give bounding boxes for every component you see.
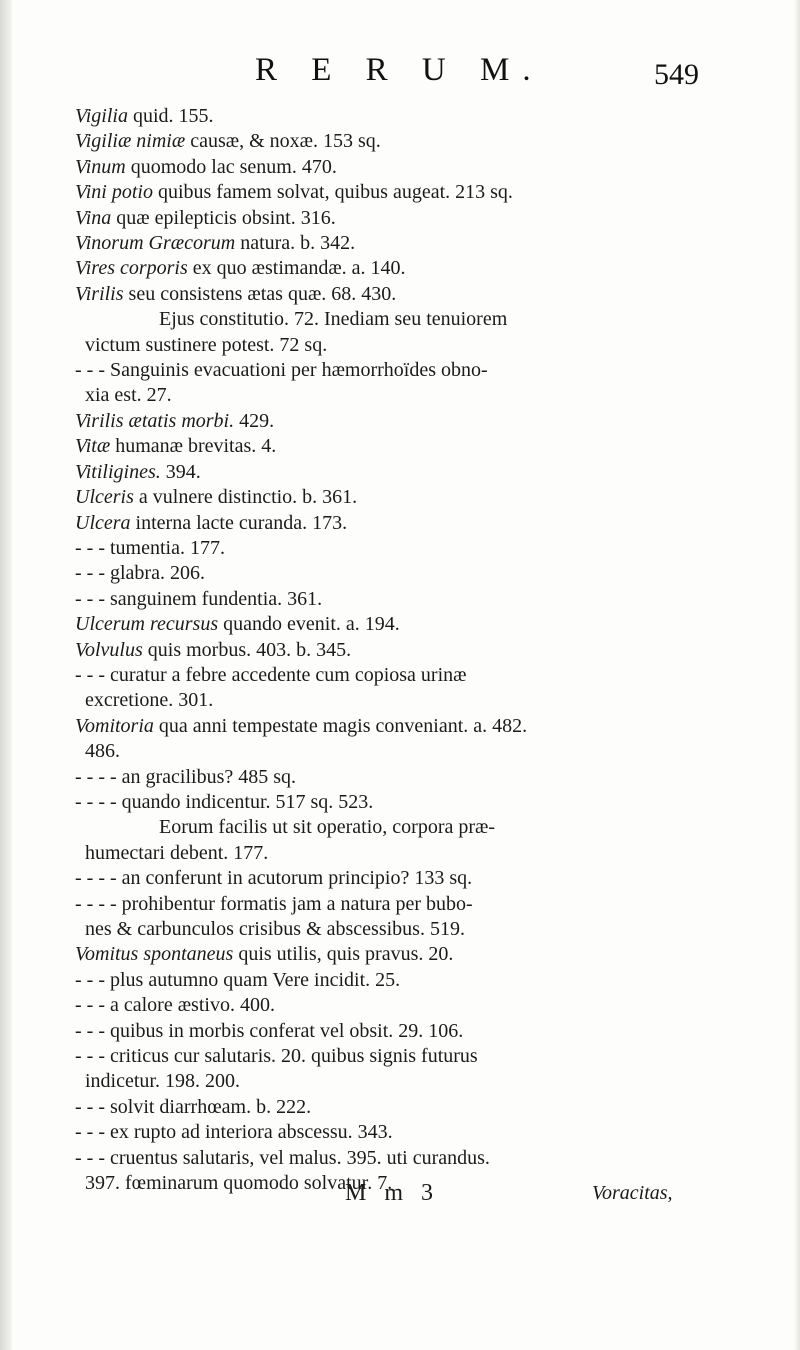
index-entry	[75, 485, 710, 510]
entry-text: quid. 155.	[127, 105, 214, 127]
index-entry	[75, 942, 710, 967]
index-entry	[75, 663, 710, 688]
page-edge	[794, 0, 800, 1350]
index-entry	[75, 587, 710, 612]
entry-headword: Vires corporis	[75, 257, 188, 280]
index-entry	[75, 790, 710, 815]
entry-text: nes & carbunculos crisibus & abscessibus. 519.	[85, 918, 465, 940]
index-entry	[75, 561, 710, 586]
entry-text: - - - a calore æstivo. 400.	[75, 994, 275, 1017]
entry-text: quibus famem solvat, quibus augeat. 213 sq.	[152, 181, 513, 204]
index-entry	[75, 1146, 710, 1171]
entry-headword: Virilis	[75, 282, 124, 305]
index-entry	[75, 206, 710, 231]
entry-headword: Vini potio	[75, 181, 153, 204]
entry-text: - - - sanguinem fundentia. 361.	[75, 587, 323, 610]
page-number: 549	[654, 58, 699, 91]
entry-text: qua anni tempestate magis conveniant. a. 482.	[153, 714, 528, 737]
index-entry	[75, 739, 710, 764]
index-entry	[75, 180, 710, 205]
index-entry	[75, 612, 710, 637]
entry-text: indicetur. 198. 200.	[85, 1070, 240, 1093]
entry-text: - - - - an conferunt in acutorum principio? 133 sq.	[75, 867, 473, 890]
index-entry	[75, 1120, 710, 1145]
index-entry	[75, 333, 710, 358]
catchword: Voracitas,	[592, 1182, 673, 1204]
running-title: R E R U M.	[255, 52, 544, 88]
index-entry	[75, 460, 710, 485]
index-entry	[75, 358, 710, 383]
entry-text: - - - curatur a febre accedente cum copiosa urinæ	[75, 663, 467, 686]
index-entry	[75, 383, 710, 408]
index-entry	[75, 1069, 710, 1094]
entry-text: seu consistens ætas quæ. 68. 430.	[123, 282, 397, 305]
index-entry	[75, 1044, 710, 1069]
entry-text: - - - solvit diarrhœam. b. 222.	[75, 1095, 312, 1118]
index-entry	[75, 968, 710, 993]
index-entry	[75, 841, 710, 866]
index-entry	[75, 282, 710, 307]
entry-text: interna lacte curanda. 173.	[130, 511, 348, 534]
index-entry	[75, 917, 710, 942]
entry-text: - - - - an gracilibus? 485 sq.	[75, 765, 297, 788]
entry-text: 397. fœminarum quomodo solvatur. 7.	[85, 1172, 393, 1195]
entry-headword: Virilis ætatis morbi.	[75, 409, 235, 432]
entry-headword: Volvulus	[75, 638, 143, 661]
entry-text: - - - - prohibentur formatis jam a natura per bubo-	[75, 892, 473, 915]
entry-headword: Vigilia	[75, 105, 128, 127]
entry-text: quæ epilepticis obsint. 316.	[111, 206, 336, 229]
entry-text: quomodo lac senum. 470.	[125, 155, 337, 178]
entry-text: 429.	[234, 409, 275, 432]
entry-text: - - - quibus in morbis conferat vel obsit. 29. 106.	[75, 1019, 464, 1042]
index-entry	[75, 765, 710, 790]
index-entries	[75, 104, 710, 1196]
index-entry	[75, 714, 710, 739]
entry-text: quis utilis, quis pravus. 20.	[233, 943, 454, 966]
index-entry	[75, 638, 710, 663]
page-footer	[0, 1180, 800, 1220]
entry-text: - - - ex rupto ad interiora abscessu. 343.	[75, 1121, 393, 1144]
page-gutter-shadow	[0, 0, 12, 1350]
entry-headword: Ulcerum recursus	[75, 613, 219, 636]
entry-headword: Vomitus spontaneus	[75, 943, 234, 966]
entry-text: - - - glabra. 206.	[75, 562, 205, 585]
index-entry	[75, 866, 710, 891]
entry-text: - - - tumentia. 177.	[75, 536, 225, 559]
entry-headword: Vinum	[75, 155, 126, 178]
entry-text: humanæ brevitas. 4.	[110, 435, 277, 458]
index-entry	[75, 307, 710, 332]
entry-text: quis morbus. 403. b. 345.	[142, 638, 352, 661]
entry-headword: Vigiliæ nimiæ	[75, 130, 186, 153]
entry-text: Ejus constitutio. 72. Inediam seu tenuiorem	[159, 308, 508, 331]
index-entry	[75, 993, 710, 1018]
entry-text: quando evenit. a. 194.	[218, 613, 400, 636]
entry-headword: Vitiligines.	[75, 460, 161, 483]
entry-text: humectari debent. 177.	[85, 841, 269, 864]
index-entry	[75, 511, 710, 536]
entry-headword: Vina	[75, 206, 112, 229]
index-entry	[75, 815, 710, 840]
entry-text: victum sustinere potest. 72 sq.	[85, 333, 328, 356]
entry-text: xia est. 27.	[85, 384, 172, 407]
index-entry	[75, 256, 710, 281]
index-entry	[75, 129, 710, 154]
entry-text: - - - cruentus salutaris, vel malus. 395. uti curandus.	[75, 1146, 490, 1169]
entry-text: - - - plus autumno quam Vere incidit. 25.	[75, 968, 401, 991]
index-entry	[75, 434, 710, 459]
index-entry	[75, 536, 710, 561]
entry-text: natura. b. 342.	[235, 232, 356, 255]
index-entry	[75, 1019, 710, 1044]
entry-text: causæ, & noxæ. 153 sq.	[185, 130, 381, 153]
entry-text: Eorum facilis ut sit operatio, corpora præ-	[159, 816, 496, 839]
index-entry	[75, 1095, 710, 1120]
entry-text: - - - - quando indicentur. 517 sq. 523.	[75, 790, 374, 813]
signature-mark: M m 3	[345, 1180, 440, 1206]
entry-text: 486.	[85, 740, 120, 763]
entry-text: a vulnere distinctio. b. 361.	[133, 486, 358, 509]
running-head	[0, 52, 800, 102]
entry-headword: Vinorum Græcorum	[75, 232, 236, 255]
entry-headword: Ulcera	[75, 511, 131, 534]
entry-text: ex quo æstimandæ. a. 140.	[187, 257, 406, 280]
entry-text: 394.	[160, 460, 201, 483]
index-entry	[75, 231, 710, 256]
index-entry	[75, 155, 710, 180]
entry-headword: Vomitoria	[75, 714, 154, 737]
index-entry	[75, 688, 710, 713]
entry-text: excretione. 301.	[85, 689, 214, 712]
entry-text: - - - criticus cur salutaris. 20. quibus signis futurus	[75, 1045, 478, 1068]
entry-text: - - - Sanguinis evacuationi per hæmorrhoïdes obno-	[75, 359, 488, 382]
index-entry	[75, 104, 710, 129]
entry-headword: Ulceris	[75, 486, 134, 509]
index-entry	[75, 892, 710, 917]
entry-headword: Vitæ	[75, 435, 111, 458]
index-entry	[75, 409, 710, 434]
